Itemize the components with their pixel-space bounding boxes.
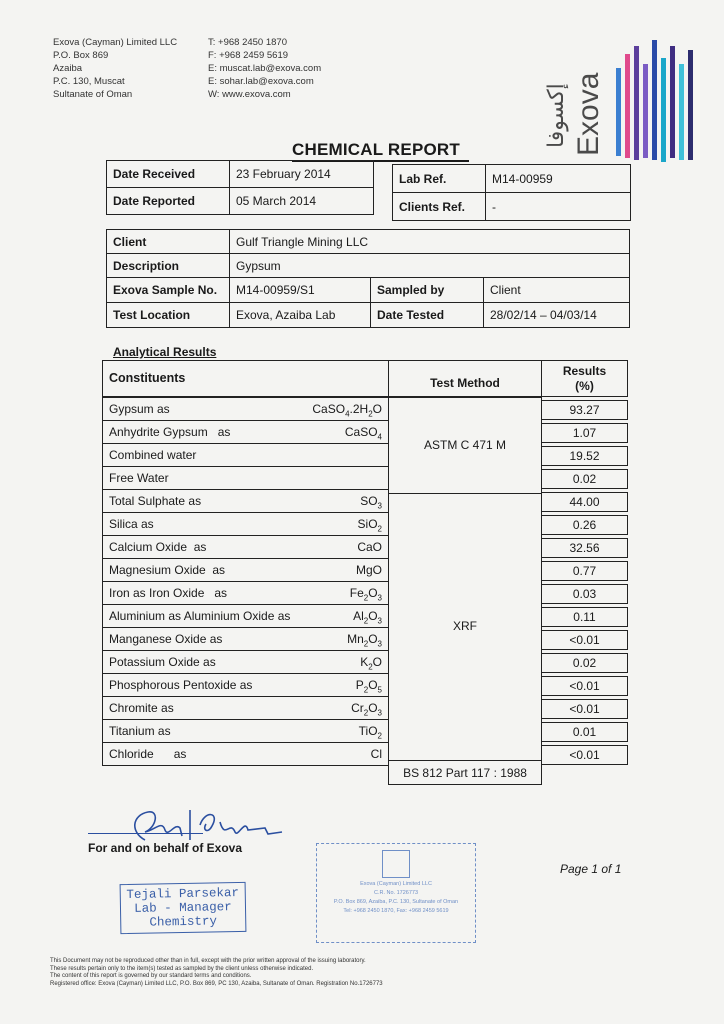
- stamp-dept: Chemistry: [149, 914, 218, 930]
- company-email-sohar: E: sohar.lab@exova.com: [208, 76, 314, 87]
- constituent-formula: $K_2O$: [360, 655, 382, 672]
- logo-bar: [661, 58, 666, 162]
- constituent-row: [102, 604, 389, 628]
- analytical-table: [102, 360, 628, 790]
- date-reported-label: Date Reported: [107, 188, 230, 215]
- result-value: 0.26: [541, 515, 628, 535]
- date-tested-label: Date Tested: [371, 303, 484, 328]
- seal-line-2: C.R. No. 1726773: [373, 890, 419, 896]
- test-location-value: Exova, Azaiba Lab: [230, 303, 371, 328]
- sample-no-value: M14-00959/S1: [230, 278, 371, 303]
- constituent-name: Total Sulphate as: [109, 494, 202, 508]
- result-value: 1.07: [541, 423, 628, 443]
- constituent-row: [102, 719, 389, 743]
- company-seal: [316, 843, 476, 943]
- header-results-label: Results: [562, 364, 607, 378]
- client-table: [106, 229, 630, 328]
- constituent-name: Magnesium Oxide as: [109, 563, 226, 577]
- lab-ref-value: M14-00959: [486, 165, 631, 193]
- logo-bar: [679, 64, 684, 160]
- constituent-name: Potassium Oxide as: [109, 655, 216, 669]
- seal-line-3: P.O. Box 869, Azaiba, P.C. 130, Sultanate of Oman: [333, 899, 459, 905]
- result-value: 44.00: [541, 492, 628, 512]
- date-tested-value: 28/02/14 – 04/03/14: [484, 303, 630, 328]
- sample-no-label: Exova Sample No.: [107, 278, 230, 303]
- constituent-formula: $Cr_2O_3$: [351, 701, 382, 718]
- lab-ref-label: Lab Ref.: [393, 165, 486, 193]
- result-value: 0.77: [541, 561, 628, 581]
- constituent-formula: CaSO$_4$: [344, 425, 382, 442]
- method-bs: BS 812 Part 117 : 1988: [388, 760, 542, 785]
- result-value: 0.01: [541, 722, 628, 742]
- constituent-formula: TiO$_2$: [358, 724, 382, 741]
- header-constituents: Constituents: [102, 360, 389, 397]
- company-contacts: [208, 36, 321, 101]
- disclaimer: [50, 958, 690, 988]
- exova-logo: [540, 40, 700, 170]
- constituent-name: Chromite as: [109, 701, 174, 715]
- constituent-name: Manganese Oxide as: [109, 632, 223, 646]
- constituent-formula: MgO: [355, 563, 382, 577]
- constituent-formula: CaO: [357, 540, 382, 554]
- constituent-row: [102, 535, 389, 559]
- logo-bar: [616, 68, 621, 156]
- result-value: <0.01: [541, 699, 628, 719]
- ref-table: [392, 164, 631, 221]
- result-value: <0.01: [541, 745, 628, 765]
- logo-arabic: إكسوفا: [544, 83, 569, 148]
- date-received-label: Date Received: [107, 161, 230, 188]
- logo-text: Exova: [572, 72, 605, 156]
- analytical-heading: Analytical Results: [113, 345, 217, 359]
- description-value: Gypsum: [230, 254, 630, 278]
- result-value: 0.02: [541, 653, 628, 673]
- constituent-row: [102, 673, 389, 697]
- sampled-by-value: Client: [484, 278, 630, 303]
- result-value: 93.27: [541, 400, 628, 420]
- stamp-name: Tejali Parsekar: [126, 886, 240, 902]
- seal-logo-icon: [382, 850, 410, 878]
- constituent-row: [102, 742, 389, 766]
- constituent-name: Iron as Iron Oxide as: [109, 586, 228, 600]
- sampled-by-label: Sampled by: [371, 278, 484, 303]
- company-tel: T: +968 2450 1870: [208, 37, 287, 48]
- logo-bar: [670, 46, 675, 158]
- logo-bar: [652, 40, 657, 160]
- constituent-row: [102, 443, 389, 467]
- seal-line-1: Exova (Cayman) Limited LLC: [360, 881, 432, 887]
- company-fax: F: +968 2459 5619: [208, 50, 289, 61]
- seal-line-4: Tel: +968 2450 1870, Fax: +968 2459 5619: [343, 908, 449, 914]
- constituent-formula: $Fe_2O_3$: [349, 586, 382, 603]
- result-value: 0.02: [541, 469, 628, 489]
- constituent-row: [102, 696, 389, 720]
- company-address: [53, 36, 177, 101]
- page-number: Page 1 of 1: [560, 862, 622, 876]
- result-value: 19.52: [541, 446, 628, 466]
- behalf-text: For and on behalf of Exova: [88, 841, 243, 855]
- constituent-row: [102, 397, 389, 421]
- client-label: Client: [107, 230, 230, 254]
- disclaimer-1: This Document may not be reproduced other than in full, except with the prior written approval of the issuing laboratory.: [50, 958, 366, 964]
- constituent-formula: $CaSO_4.2H_2O$: [312, 402, 382, 419]
- constituent-name: Combined water: [109, 448, 197, 462]
- clients-ref-value: -: [486, 193, 631, 221]
- date-received-value: 23 February 2014: [230, 161, 374, 188]
- header-results-unit: (%): [575, 379, 594, 393]
- signature-line: [88, 833, 203, 834]
- constituent-row: [102, 558, 389, 582]
- constituent-name: Gypsum as: [109, 402, 170, 416]
- constituent-row: [102, 420, 389, 444]
- description-label: Description: [107, 254, 230, 278]
- result-value: <0.01: [541, 676, 628, 696]
- dates-table: [106, 160, 374, 215]
- logo-bar: [688, 50, 693, 160]
- logo-bar: [625, 54, 630, 158]
- header-results: [541, 360, 628, 397]
- company-area: Azaiba: [53, 63, 83, 74]
- company-email-muscat: E: muscat.lab@exova.com: [208, 63, 322, 74]
- constituent-row: [102, 650, 389, 674]
- constituent-name: Free Water: [109, 471, 169, 485]
- constituent-name: Silica as: [109, 517, 154, 531]
- disclaimer-3: The content of this report is governed by our standard terms and conditions.: [50, 973, 252, 979]
- date-reported-value: 05 March 2014: [230, 188, 374, 215]
- constituent-name: Anhydrite Gypsum as: [109, 425, 231, 439]
- result-value: 0.03: [541, 584, 628, 604]
- constituent-name: Phosphorous Pentoxide as: [109, 678, 253, 692]
- constituent-row: [102, 512, 389, 536]
- constituent-formula: Cl: [370, 747, 382, 761]
- disclaimer-4: Registered office: Exova (Cayman) Limited LLC, P.O. Box 869, PC 130, Azaiba, Sultanate of Oman. Registration No.1726773: [50, 980, 383, 987]
- logo-bar: [643, 64, 648, 158]
- constituent-name: Chloride as: [109, 747, 187, 761]
- clients-ref-label: Clients Ref.: [393, 193, 486, 221]
- result-value: 32.56: [541, 538, 628, 558]
- method-xrf: XRF: [388, 493, 542, 761]
- header-test-method: Test Method: [388, 360, 542, 397]
- test-location-label: Test Location: [107, 303, 230, 328]
- company-po-box: P.O. Box 869: [53, 50, 109, 61]
- result-value: 0.11: [541, 607, 628, 627]
- company-country: Sultanate of Oman: [53, 89, 133, 100]
- constituent-formula: $Mn_2O_3$: [347, 632, 382, 649]
- constituent-row: [102, 627, 389, 651]
- company-name: Exova (Cayman) Limited LLC: [53, 37, 178, 48]
- constituent-formula: $Al_2O_3$: [353, 609, 382, 626]
- name-stamp: [120, 882, 247, 934]
- constituent-formula: $P_2O_5$: [355, 678, 382, 695]
- constituent-row: [102, 489, 389, 513]
- result-value: <0.01: [541, 630, 628, 650]
- company-pc: P.C. 130, Muscat: [53, 76, 125, 87]
- constituent-row: [102, 581, 389, 605]
- report-title: CHEMICAL REPORT: [292, 140, 460, 159]
- method-astm: ASTM C 471 M: [388, 397, 542, 494]
- constituent-row: [102, 466, 389, 490]
- logo-bar: [634, 46, 639, 160]
- constituent-formula: SiO$_2$: [357, 517, 382, 534]
- constituent-name: Calcium Oxide as: [109, 540, 207, 554]
- client-value: Gulf Triangle Mining LLC: [230, 230, 630, 254]
- constituent-name: Aluminium as Aluminium Oxide as: [109, 609, 291, 623]
- company-web: W: www.exova.com: [208, 89, 291, 100]
- constituent-name: Titanium as: [109, 724, 171, 738]
- disclaimer-2: These results pertain only to the item(s) tested as sampled by the client unless otherwise indicated.: [50, 965, 314, 972]
- stamp-title: Lab - Manager: [134, 900, 232, 916]
- constituent-formula: $SO_3$: [360, 494, 382, 511]
